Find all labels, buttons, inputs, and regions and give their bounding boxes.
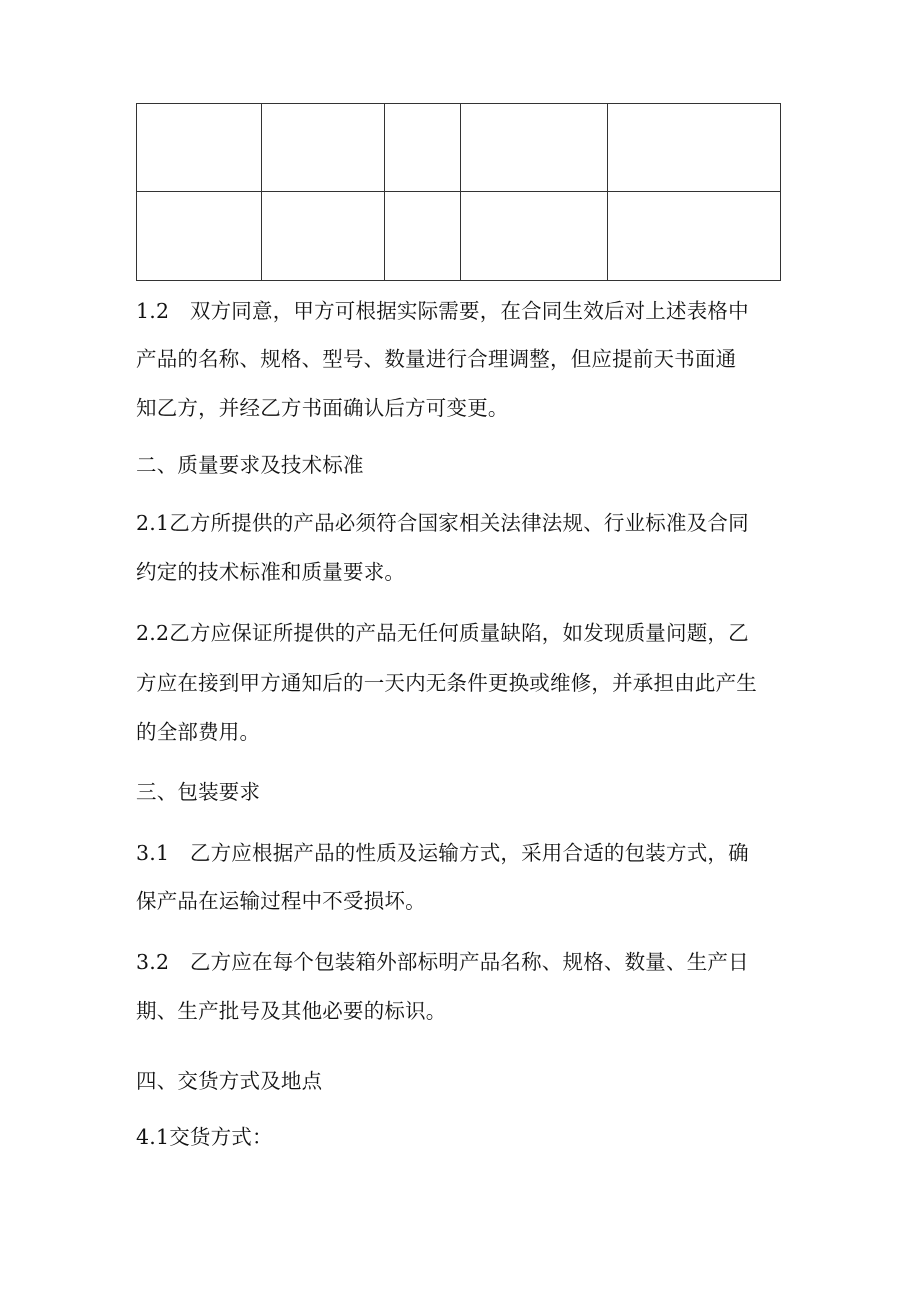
clause-3-1-line: 保产品在运输过程中不受损坏。 bbox=[136, 889, 426, 913]
table-cell bbox=[385, 104, 461, 192]
table-row bbox=[137, 104, 781, 192]
section-heading-packaging: 三、包装要求 bbox=[136, 780, 261, 804]
table-cell bbox=[262, 192, 385, 281]
section-heading-quality: 二、质量要求及技术标准 bbox=[136, 453, 364, 477]
table-cell bbox=[461, 104, 608, 192]
clause-2-2-line: 方应在接到甲方通知后的一天内无条件更换或维修，并承担由此产生 bbox=[136, 671, 757, 695]
table-cell bbox=[385, 192, 461, 281]
table-cell bbox=[608, 104, 781, 192]
clause-1-2-line: 知乙方，并经乙方书面确认后方可变更。 bbox=[136, 396, 509, 420]
section-heading-delivery: 四、交货方式及地点 bbox=[136, 1069, 323, 1093]
table-cell bbox=[461, 192, 608, 281]
clause-3-1-line: 3.1 乙方应根据产品的性质及运输方式，采用合适的包装方式，确 bbox=[136, 841, 749, 865]
product-spec-table bbox=[136, 103, 781, 281]
clause-3-2-line: 3.2 乙方应在每个包装箱外部标明产品名称、规格、数量、生产日 bbox=[136, 950, 749, 974]
clause-3-2-line: 期、生产批号及其他必要的标识。 bbox=[136, 999, 447, 1023]
table-cell bbox=[608, 192, 781, 281]
clause-2-1-line: 2.1乙方所提供的产品必须符合国家相关法律法规、行业标准及合同 bbox=[136, 511, 749, 535]
table-row bbox=[137, 192, 781, 281]
clause-2-2-line: 的全部费用。 bbox=[136, 720, 261, 744]
clause-1-2-line: 1.2 双方同意，甲方可根据实际需要，在合同生效后对上述表格中 bbox=[136, 299, 749, 323]
table-cell bbox=[137, 104, 262, 192]
clause-2-2-line: 2.2乙方应保证所提供的产品无任何质量缺陷，如发现质量问题，乙 bbox=[136, 621, 749, 645]
table-cell bbox=[137, 192, 262, 281]
clause-1-2-line: 产品的名称、规格、型号、数量进行合理调整，但应提前天书面通 bbox=[136, 347, 737, 371]
table-cell bbox=[262, 104, 385, 192]
clause-2-1-line: 约定的技术标准和质量要求。 bbox=[136, 560, 406, 584]
clause-4-1-line: 4.1交货方式： bbox=[136, 1125, 273, 1149]
